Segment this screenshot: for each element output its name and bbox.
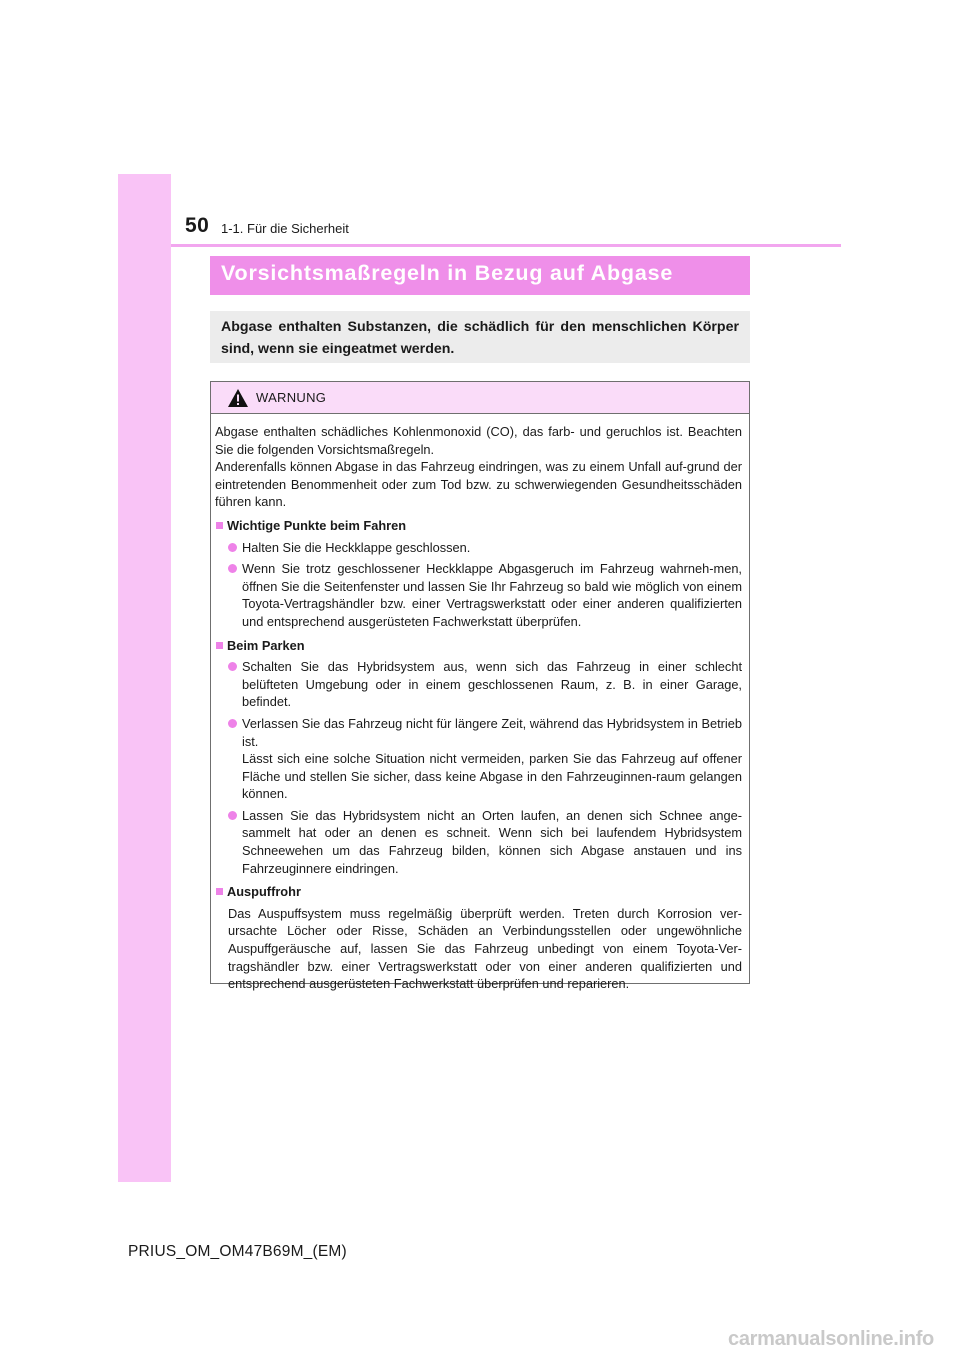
section-heading-driving — [215, 517, 742, 535]
warning-body — [211, 414, 749, 993]
intro-summary: Abgase enthalten Substanzen, die schädlich für den menschlichen Körper sind, wenn sie eingeatmet werden. — [210, 311, 750, 363]
warning-header — [211, 382, 749, 414]
list-item-continuation: Lässt sich eine solche Situation nicht vermeiden, parken Sie das Fahrzeug auf offener Fläche und stellen Sie sicher, dass keine Abgase in den Fahrzeuginnen-raum gelangen können. — [242, 751, 742, 802]
section-heading-text: Wichtige Punkte beim Fahren — [227, 517, 407, 533]
list-item-text: Verlassen Sie das Fahrzeug nicht für längere Zeit, während das Hybridsystem in Betrieb ist. — [242, 715, 742, 749]
list-item-text: Halten Sie die Heckklappe geschlossen. — [242, 539, 471, 555]
list-item — [215, 539, 742, 557]
section-heading-text: Beim Parken — [227, 637, 305, 653]
round-bullet-icon — [228, 662, 237, 671]
round-bullet-icon — [228, 811, 237, 820]
header-divider — [171, 244, 841, 247]
document-code: PRIUS_OM_OM47B69M_(EM) — [128, 1243, 347, 1260]
round-bullet-icon — [228, 719, 237, 728]
section-heading-parking — [215, 637, 742, 655]
page-title: Vorsichtsmaßregeln in Bezug auf Abgase — [221, 261, 674, 285]
warning-box — [210, 381, 750, 992]
section-heading-exhaust — [215, 883, 742, 901]
warning-intro-line: Abgase enthalten schädliches Kohlenmonoxid (CO), das farb- und geruchlos ist. Beachten Sie die folgenden Vorsichtsmaßregeln. — [215, 424, 742, 457]
list-item — [215, 658, 742, 711]
page-title-banner — [210, 256, 750, 295]
list-item — [215, 807, 742, 877]
list-item-text: Wenn Sie trotz geschlossener Heckklappe Abgasgeruch im Fahrzeug wahrneh-men, öffnen Sie die Seitenfenster und lassen Sie Ihr Fahrzeug so bald wie möglich von einem Toyota-Vertragshändler bzw. einer Vertragswerkstatt oder einer anderen qualifizierten und entsprechend ausgerüsteten Fachwerkstatt überprüfen. — [242, 561, 742, 629]
watermark: carmanualsonline.info — [728, 1328, 934, 1350]
page-number: 50 — [185, 214, 210, 237]
round-bullet-icon — [228, 564, 237, 573]
exhaust-paragraph: Das Auspuffsystem muss regelmäßig überprüft werden. Treten durch Korrosion ver-ursachte Löcher oder Risse, Schäden an Verbindungsstellen oder ungewöhnliche Auspuffgeräusche auf, lassen Sie das Fahrzeug unbedingt von einem Toyota-Ver-tragshändler bzw. einer Vertragswerkstatt oder von einer anderen qualifizierten und entsprechend ausgerüsteten Fachwerkstatt überprüfen und reparieren. — [228, 905, 742, 992]
side-tab-bar — [118, 174, 171, 1182]
warning-triangle-icon — [227, 388, 249, 408]
section-heading-text: Auspuffrohr — [227, 884, 301, 900]
round-bullet-icon — [228, 543, 237, 552]
section-reference: 1-1. Für die Sicherheit — [221, 221, 349, 236]
list-item-text: Lassen Sie das Hybridsystem nicht an Orten laufen, an denen sich Schnee ange-sammelt hat oder an denen es schneit. Wenn sich bei laufendem Hybridsystem Schneewehen um das Fahrzeug bilden, können sich Abgase anstauen und ins Fahrzeuginnere eindringen. — [242, 807, 742, 876]
square-bullet-icon — [216, 642, 223, 649]
square-bullet-icon — [216, 888, 223, 895]
warning-intro-line: Anderenfalls können Abgase in das Fahrzeug eindringen, was zu einem Unfall auf-grund der eintretenden Benommenheit oder zum Tod bzw. zu schwerwiegenden Gesundheitsschäden führen kann. — [215, 459, 742, 510]
list-item — [215, 715, 742, 803]
list-item-text: Schalten Sie das Hybridsystem aus, wenn sich das Fahrzeug in einer schlecht belüfteten Umgebung oder in einem geschlossenen Raum, z. B. in einer Garage, befindet. — [242, 659, 742, 710]
square-bullet-icon — [216, 522, 223, 529]
list-item — [215, 560, 742, 630]
warning-label: WARNUNG — [256, 390, 327, 405]
